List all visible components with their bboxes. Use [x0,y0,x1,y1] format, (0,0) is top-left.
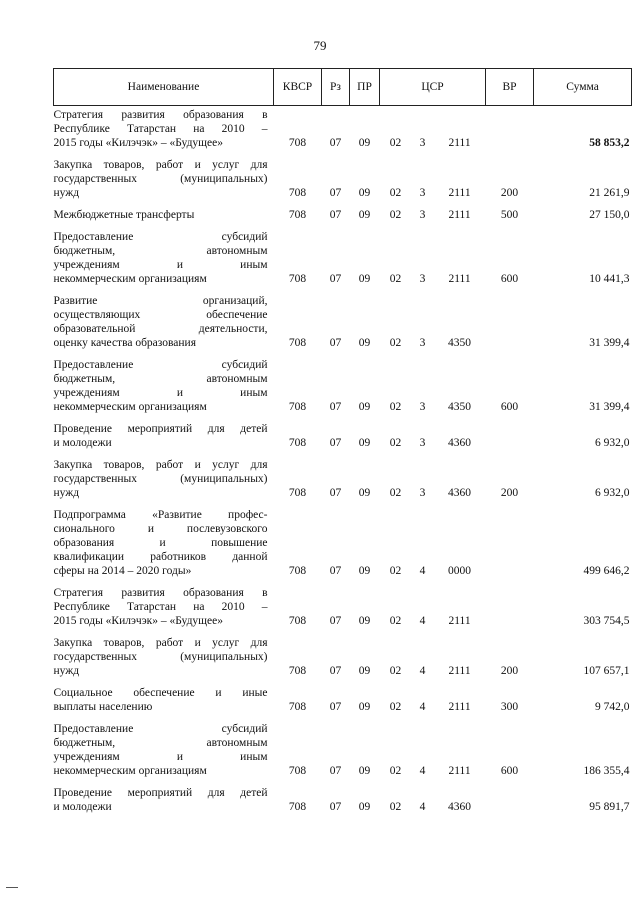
row-kvsr: 708 [288,437,307,449]
row-name-line: государственных (муниципальных) [53,651,268,663]
row-rz: 07 [329,437,342,449]
row-pr: 09 [358,765,371,777]
row-rz: 07 [329,273,342,285]
row-csr-program: 02 [389,273,402,285]
row-csr-subprogram: 3 [419,337,426,349]
row-name-line: некоммерческим организациям [53,401,207,413]
row-name [54,778,274,814]
row-vr [486,500,534,578]
row-name-line: осуществляющих обеспечение [53,309,268,321]
row-csr-program: 02 [389,615,402,627]
row-pr: 09 [358,665,371,677]
scan-mark [6,887,18,888]
header-csr: ЦСР [380,69,486,106]
table-row [54,350,632,414]
row-name-line: Стратегия развития образования в [53,587,268,599]
row-name-line: Предоставление субсидий [53,359,268,371]
row-csr-item: 2111 [448,273,471,285]
row-name-line: учреждениям и иным [53,751,268,763]
row-kvsr: 708 [288,273,307,285]
table-row [54,150,632,200]
row-vr: 200 [500,187,519,199]
row-vr: 600 [500,765,519,777]
row-name-line: Предоставление субсидий [53,723,268,735]
row-vr: 200 [500,487,519,499]
header-rz: Рз [322,69,350,106]
row-name-line: сферы на 2014 – 2020 годы» [53,565,192,577]
row-csr-subprogram: 4 [419,565,426,577]
row-csr-subprogram: 3 [419,209,426,221]
row-name-line: и молодежи [53,437,112,449]
row-name [54,222,274,286]
row-kvsr: 708 [288,801,307,813]
row-sum: 31 399,4 [589,401,630,413]
row-name-line: Республике Татарстан на 2010 – [53,123,268,135]
row-name-line: Социальное обеспечение и иные [53,687,268,699]
row-kvsr: 708 [288,765,307,777]
row-csr-item: 4350 [448,337,472,349]
row-csr-subprogram: 4 [419,801,426,813]
row-rz: 07 [329,487,342,499]
row-rz: 07 [329,801,342,813]
row-name-line: государственных (муниципальных) [53,173,268,185]
row-kvsr: 708 [288,187,307,199]
row-name [54,350,274,414]
row-name [54,678,274,714]
row-rz: 07 [329,765,342,777]
row-name [54,500,274,578]
row-name [54,450,274,500]
row-csr-subprogram: 4 [419,665,426,677]
row-csr-subprogram: 3 [419,487,426,499]
row-name-line: оценку качества образования [53,337,196,349]
row-csr-item: 4350 [448,401,472,413]
row-name-line: образования и повышение [53,537,268,549]
row-csr-subprogram: 4 [419,701,426,713]
row-name [54,714,274,778]
row-name-line: Развитие организаций, [53,295,268,307]
table-row [54,578,632,628]
table-row [54,778,632,814]
row-csr-subprogram: 3 [419,401,426,413]
row-rz: 07 [329,337,342,349]
row-name-line: учреждениям и иным [53,387,268,399]
row-csr-subprogram: 4 [419,615,426,627]
row-kvsr: 708 [288,137,307,149]
row-name [54,628,274,678]
header-pr: ПР [350,69,380,106]
row-vr [486,106,534,151]
row-csr-item: 0000 [448,565,472,577]
row-name-line: Закупка товаров, работ и услуг для [53,459,268,471]
row-name-line: Закупка товаров, работ и услуг для [53,159,268,171]
row-name-line: Закупка товаров, работ и услуг для [53,637,268,649]
row-csr-program: 02 [389,487,402,499]
header-sum: Сумма [534,69,632,106]
row-kvsr: 708 [288,209,307,221]
row-csr-program: 02 [389,665,402,677]
row-name-line: учреждениям и иным [53,259,268,271]
row-vr [486,778,534,814]
row-sum: 27 150,0 [589,209,630,221]
row-csr-program: 02 [389,209,402,221]
row-csr-item: 2111 [448,615,471,627]
row-vr: 600 [500,401,519,413]
row-name-line: бюджетным, автономным [53,373,268,385]
row-name-line: нужд [53,487,80,499]
row-sum: 21 261,9 [589,187,630,199]
table-row [54,500,632,578]
row-name-line: нужд [53,187,80,199]
row-name-line: бюджетным, автономным [53,737,268,749]
row-sum: 303 754,5 [583,615,630,627]
row-sum: 9 742,0 [595,701,630,713]
row-name [54,414,274,450]
row-name-line: квалификации работников данной [53,551,268,563]
row-sum: 6 932,0 [595,437,630,449]
row-rz: 07 [329,187,342,199]
row-csr-item: 2111 [448,187,471,199]
row-vr: 200 [500,665,519,677]
row-vr [486,414,534,450]
row-csr-program: 02 [389,801,402,813]
row-kvsr: 708 [288,337,307,349]
row-csr-item: 2111 [448,137,471,149]
row-name-line: Межбюджетные трансферты [53,209,195,221]
row-csr-program: 02 [389,137,402,149]
row-sum: 499 646,2 [583,565,630,577]
row-csr-item: 2111 [448,701,471,713]
row-csr-program: 02 [389,187,402,199]
row-pr: 09 [358,615,371,627]
row-name-line: бюджетным, автономным [53,245,268,257]
row-vr [486,286,534,350]
row-kvsr: 708 [288,487,307,499]
row-sum: 31 399,4 [589,337,630,349]
row-name-line: Проведение мероприятий для детей [53,423,268,435]
row-csr-subprogram: 3 [419,437,426,449]
row-kvsr: 708 [288,701,307,713]
row-csr-program: 02 [389,565,402,577]
row-rz: 07 [329,565,342,577]
row-pr: 09 [358,487,371,499]
table-row [54,678,632,714]
row-name-line: выплаты населению [53,701,153,713]
row-rz: 07 [329,665,342,677]
row-name-line: Республике Татарстан на 2010 – [53,601,268,613]
row-csr-subprogram: 4 [419,765,426,777]
row-pr: 09 [358,187,371,199]
row-name-line: 2015 годы «Килэчэк» – «Будущее» [53,137,223,149]
row-name-line: Проведение мероприятий для детей [53,787,268,799]
row-csr-program: 02 [389,401,402,413]
table-row [54,450,632,500]
header-name: Наименование [54,69,274,106]
row-rz: 07 [329,137,342,149]
table-row [54,222,632,286]
row-pr: 09 [358,401,371,413]
row-name-line: и молодежи [53,801,112,813]
row-kvsr: 708 [288,401,307,413]
row-sum: 186 355,4 [583,765,630,777]
row-csr-subprogram: 3 [419,137,426,149]
row-pr: 09 [358,701,371,713]
table-header-row [54,69,632,106]
row-name-line: 2015 годы «Килэчэк» – «Будущее» [53,615,223,627]
header-vr: ВР [486,69,534,106]
row-rz: 07 [329,701,342,713]
row-csr-item: 2111 [448,665,471,677]
row-name [54,106,274,151]
row-csr-program: 02 [389,437,402,449]
row-csr-item: 2111 [448,765,471,777]
row-name [54,200,274,222]
row-name-line: Стратегия развития образования в [53,109,268,121]
row-csr-item: 4360 [448,801,472,813]
table-row [54,200,632,222]
table-row [54,714,632,778]
row-csr-subprogram: 3 [419,187,426,199]
row-name-line: сионального и послевузовского [53,523,268,535]
table-row [54,106,632,151]
row-csr-program: 02 [389,765,402,777]
row-pr: 09 [358,337,371,349]
row-pr: 09 [358,801,371,813]
row-name-line: образовательной деятельности, [53,323,268,335]
row-sum: 6 932,0 [595,487,630,499]
row-name [54,286,274,350]
row-csr-item: 4360 [448,437,472,449]
table-row [54,286,632,350]
row-csr-item: 2111 [448,209,471,221]
row-csr-program: 02 [389,337,402,349]
row-name-line: государственных (муниципальных) [53,473,268,485]
row-name-line: некоммерческим организациям [53,273,207,285]
row-vr [486,578,534,628]
row-pr: 09 [358,437,371,449]
row-kvsr: 708 [288,665,307,677]
table-body [54,106,632,815]
row-kvsr: 708 [288,565,307,577]
row-vr: 300 [500,701,519,713]
row-vr: 600 [500,273,519,285]
row-kvsr: 708 [288,615,307,627]
page-number: 79 [313,38,327,53]
row-name [54,150,274,200]
row-rz: 07 [329,209,342,221]
row-csr-item: 4360 [448,487,472,499]
row-name-line: Подпрограмма «Развитие профес- [53,509,268,521]
row-pr: 09 [358,209,371,221]
row-csr-program: 02 [389,701,402,713]
row-name [54,578,274,628]
row-sum: 95 891,7 [589,801,630,813]
header-kvsr: КВСР [274,69,322,106]
row-sum: 107 657,1 [583,665,630,677]
table-row [54,628,632,678]
table-row [54,414,632,450]
row-sum: 58 853,2 [589,137,630,149]
row-csr-subprogram: 3 [419,273,426,285]
row-sum: 10 441,3 [589,273,630,285]
row-pr: 09 [358,137,371,149]
row-name-line: Предоставление субсидий [53,231,268,243]
row-name-line: некоммерческим организациям [53,765,207,777]
row-rz: 07 [329,401,342,413]
row-rz: 07 [329,615,342,627]
row-vr: 500 [500,209,519,221]
row-name-line: нужд [53,665,80,677]
row-pr: 09 [358,565,371,577]
row-pr: 09 [358,273,371,285]
budget-table [53,68,632,814]
